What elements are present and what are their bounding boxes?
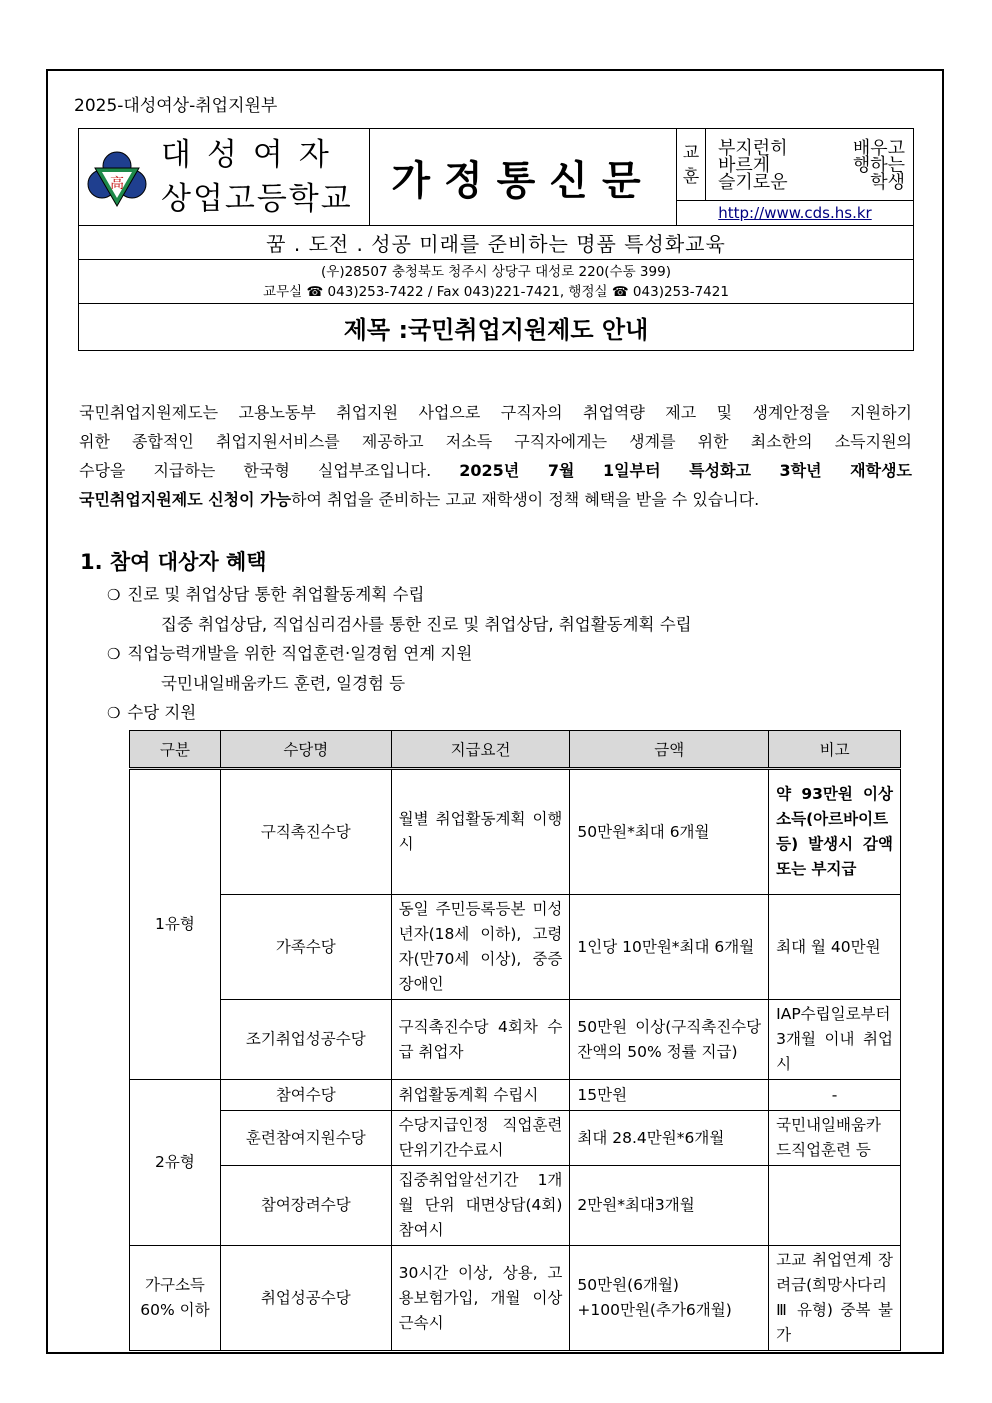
allowance-amount: 15만원 bbox=[570, 1080, 769, 1111]
table-row bbox=[130, 769, 901, 895]
allowance-amount: 50만원*최대 6개월 bbox=[570, 769, 769, 895]
table-row bbox=[130, 895, 901, 1000]
school-name-line1: 대성여자 bbox=[161, 137, 345, 173]
motto-label: 교 훈 bbox=[677, 129, 706, 201]
school-vision: 꿈 . 도전 . 성공 미래를 준비하는 명품 특성화교육 bbox=[79, 226, 914, 260]
benefit-item: ❍ 직업능력개발을 위한 직업훈련·일경험 연계 지원 bbox=[107, 644, 473, 663]
school-motto bbox=[706, 129, 914, 201]
school-url-cell bbox=[677, 201, 914, 226]
benefit-detail: 집중 취업상담, 직업심리검사를 통한 진로 및 취업상담, 취업활동계획 수립 bbox=[161, 615, 692, 634]
motto-line: 바르게 행하는 bbox=[718, 155, 905, 176]
school-address-block bbox=[79, 260, 914, 304]
allowance-note bbox=[769, 1166, 901, 1246]
intro-line: 수당을 지급하는 한국형 실업부조입니다. 2025년 7월 1일부터 특성화고 3학년 재학생도 bbox=[79, 461, 912, 480]
allowance-note: IAP수립일로부터 3개월 이내 취업시 bbox=[769, 1000, 901, 1080]
type-label: 가구소득 60% 이하 bbox=[130, 1246, 221, 1351]
type-label: 1유형 bbox=[130, 769, 221, 1080]
allowance-note: 고교 취업연계 장려금(희망사다리 Ⅲ 유형) 중복 불가 bbox=[769, 1246, 901, 1351]
school-website-link[interactable]: http://www.cds.hs.kr bbox=[718, 204, 872, 222]
allowance-requirement: 집중취업알선기간 1개월 단위 대면상담(4회) 참여시 bbox=[391, 1166, 570, 1246]
allowance-amount: 50만원 이상(구직촉진수당 잔액의 50% 정률 지급) bbox=[570, 1000, 769, 1080]
intro-line: 국민취업지원제도는 고용노동부 취업지원 사업으로 구직자의 취업역량 제고 및 생계안정을 지원하기 bbox=[79, 403, 912, 422]
allowance-note: 최대 월 40만원 bbox=[769, 895, 901, 1000]
school-address: (우)28507 충청북도 청주시 상당구 대성로 220(수동 399) bbox=[321, 263, 671, 280]
table-row bbox=[130, 1246, 901, 1351]
allowance-requirement: 월별 취업활동계획 이행시 bbox=[391, 769, 570, 895]
school-contacts: 교무실 ☎ 043)253-7422 / Fax 043)221-7421, 행정실 ☎ 043)253-7421 bbox=[263, 283, 729, 300]
allowance-name: 훈련참여지원수당 bbox=[220, 1111, 391, 1166]
allowance-requirement: 구직촉진수당 4회차 수급 취업자 bbox=[391, 1000, 570, 1080]
intro-highlight: 국민취업지원제도 신청이 가능 bbox=[79, 490, 292, 509]
table-row bbox=[130, 1000, 901, 1080]
table-row bbox=[130, 1111, 901, 1166]
school-emblem-icon bbox=[87, 144, 147, 210]
motto-line: 슬기로운 학생 bbox=[718, 172, 905, 193]
table-header: 지급요건 bbox=[391, 731, 570, 769]
table-header: 비고 bbox=[769, 731, 901, 769]
table-row bbox=[130, 1080, 901, 1111]
motto-line: 부지런히 배우고 bbox=[718, 138, 905, 159]
allowance-requirement: 30시간 이상, 상용, 고용보험가입, 개월 이상 근속시 bbox=[391, 1246, 570, 1351]
allowance-amount: 최대 28.4만원*6개월 bbox=[570, 1111, 769, 1166]
table-row bbox=[130, 1166, 901, 1246]
intro-line: 위한 종합적인 취업지원서비스를 제공하고 저소득 구직자에게는 생계를 위한 최소한의 소득지원의 bbox=[79, 432, 912, 451]
allowance-note: 약 93만원 이상 소득(아르바이트 등) 발생시 감액 또는 부지급 bbox=[769, 769, 901, 895]
allowance-requirement: 수당지급인정 직업훈련 단위기간수료시 bbox=[391, 1111, 570, 1166]
newsletter-title: 가정통신문 bbox=[370, 129, 677, 226]
school-identity bbox=[79, 129, 370, 226]
bullet-circle-icon: ❍ bbox=[107, 586, 121, 604]
table-header: 수당명 bbox=[220, 731, 391, 769]
allowance-requirement: 동일 주민등록등본 미성년자(18세 이하), 고령자(만70세 이상), 중증장애인 bbox=[391, 895, 570, 1000]
allowance-name: 취업성공수당 bbox=[220, 1246, 391, 1351]
allowance-name: 가족수당 bbox=[220, 895, 391, 1000]
allowance-amount: 50만원(6개월) +100만원(추가6개월) bbox=[570, 1246, 769, 1351]
intro-highlight: 2025년 7월 1일부터 특성화고 3학년 재학생도 bbox=[459, 461, 912, 480]
allowance-name: 조기취업성공수당 bbox=[220, 1000, 391, 1080]
allowance-note: 국민내일배움카드직업훈련 등 bbox=[769, 1111, 901, 1166]
school-name-line2: 상업고등학교 bbox=[161, 181, 353, 217]
benefit-item: ❍ 진로 및 취업상담 통한 취업활동계획 수립 bbox=[107, 585, 425, 604]
bullet-circle-icon: ❍ bbox=[107, 645, 121, 663]
intro-line: 국민취업지원제도 신청이 가능하여 취업을 준비하는 고교 재학생이 정책 혜택을 받을 수 있습니다. bbox=[79, 490, 760, 509]
table-header: 구분 bbox=[130, 731, 221, 769]
allowance-name: 구직촉진수당 bbox=[220, 769, 391, 895]
section-heading: 1. 참여 대상자 혜택 bbox=[80, 550, 267, 574]
allowance-table bbox=[129, 730, 901, 1351]
benefit-item: ❍ 수당 지원 bbox=[107, 703, 197, 722]
type-label: 2유형 bbox=[130, 1080, 221, 1246]
allowance-requirement: 취업활동계획 수립시 bbox=[391, 1080, 570, 1111]
allowance-name: 참여수당 bbox=[220, 1080, 391, 1111]
intro-paragraph bbox=[79, 398, 912, 514]
bullet-circle-icon: ❍ bbox=[107, 704, 121, 722]
emblem-character: 高 bbox=[110, 176, 124, 192]
table-header: 금액 bbox=[570, 731, 769, 769]
allowance-note: - bbox=[769, 1080, 901, 1111]
letter-subject: 제목 :국민취업지원제도 안내 bbox=[79, 304, 914, 351]
benefit-detail: 국민내일배움카드 훈련, 일경험 등 bbox=[161, 674, 406, 693]
document-number: 2025-대성여상-취업지원부 bbox=[74, 96, 278, 116]
allowance-amount: 1인당 10만원*최대 6개월 bbox=[570, 895, 769, 1000]
allowance-name: 참여장려수당 bbox=[220, 1166, 391, 1246]
letterhead bbox=[78, 128, 914, 351]
allowance-amount: 2만원*최대3개월 bbox=[570, 1166, 769, 1246]
